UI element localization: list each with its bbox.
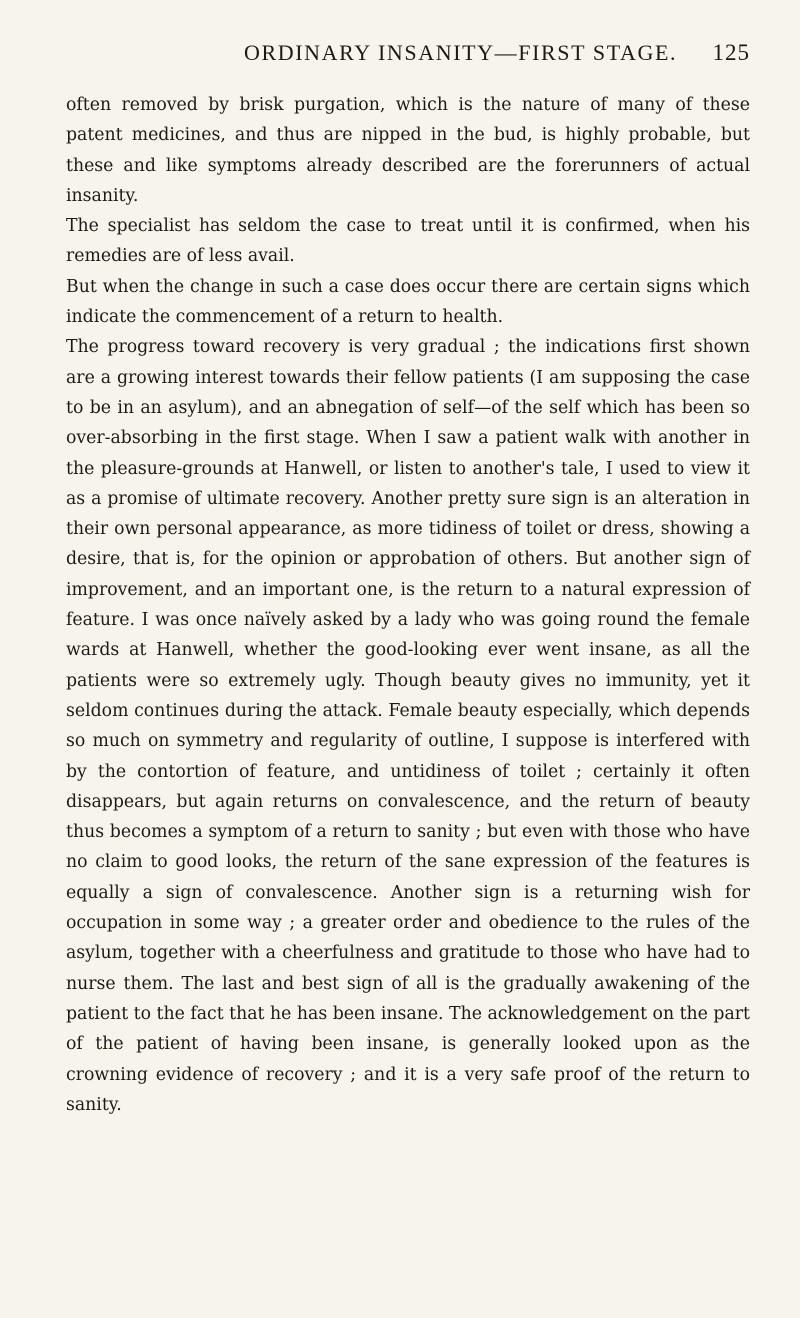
paragraph: The specialist has seldom the case to treat until it is confirmed, when his remedies are of less avail. xyxy=(66,216,750,267)
paragraph: often removed by brisk purgation, which is the nature of many of these patent medicines, and thus are nipped in the bud, is highly probable, but these and like symptoms already described are the forerunners of actual insanity. xyxy=(66,95,750,206)
paragraph: The progress toward recovery is very gradual ; the indications first shown are a growing interest towards their fellow patients (I am supposing the case to be in an asylum), and an abnegation of self—of the self which has been so over-absorbing in the first stage. When I saw a patient walk with another in the pleasure-grounds at Hanwell, or listen to another's tale, I used to view it as a promise of ultimate recovery. Another pretty sure sign is an alteration in their own personal appearance, as more tidiness of toilet or dress, showing a desire, that is, for the opinion or approbation of others. But another sign of improvement, and an important one, is the return to a natural expression of feature. I was once naïvely asked by a lady who was going round the female wards at Hanwell, whether the good-looking ever went insane, as all the patients were so extremely ugly. Though beauty gives no immunity, yet it seldom continues during the attack. Female beauty especially, which depends so much on symmetry and regularity of outline, I suppose is interfered with by the contortion of feature, and untidiness of toilet ; certainly it often disappears, but again returns on convalescence, and the return of beauty thus becomes a symptom of a return to sanity ; but even with those who have no claim to good looks, the return of the sane expression of the features is equally a sign of convalescence. Another sign is a returning wish for occupation in some way ; a greater order and obedience to the rules of the asylum, together with a cheerfulness and gratitude to those who have had to nurse them. The last and best sign of all is the gradually awakening of the patient to the fact that he has been insane. The acknowledgement on the part of the patient of having been insane, is generally looked upon as the crowning evidence of recovery ; and it is a very safe proof of the return to sanity. xyxy=(66,337,750,1115)
running-header xyxy=(66,0,750,80)
paragraph: But when the change in such a case does occur there are certain signs which indicate the commencement of a return to health. xyxy=(66,276,750,328)
body-text xyxy=(66,90,750,1120)
page-number: 125 xyxy=(712,40,750,65)
running-title: ORDINARY INSANITY—FIRST STAGE. xyxy=(244,40,678,65)
